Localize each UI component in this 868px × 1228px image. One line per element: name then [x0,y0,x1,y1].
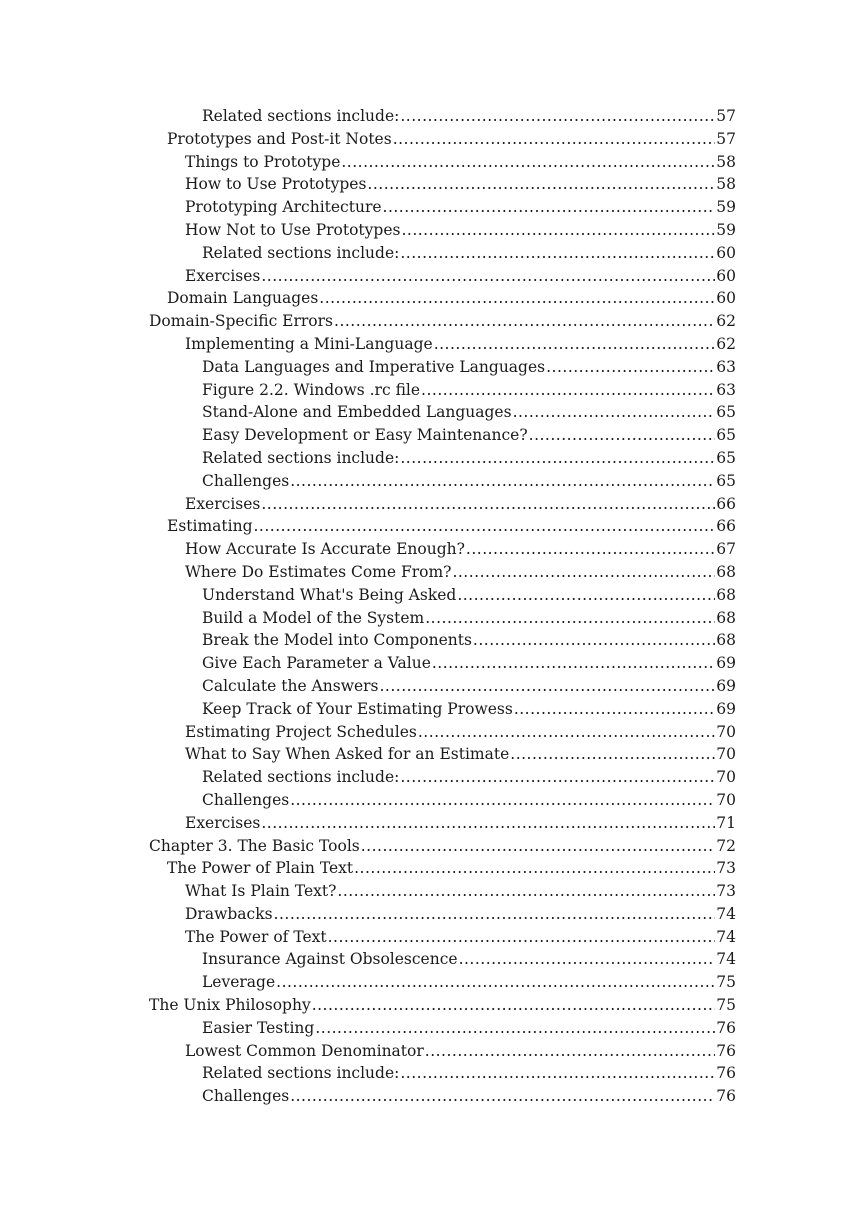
toc-dot-leader [367,173,715,196]
toc-entry-page-number: 73 [716,882,736,901]
toc-entry-line [185,173,736,196]
toc-entry-title: Exercises [185,493,260,516]
toc-entry-page-number: 60 [716,266,736,285]
toc-entry[interactable] [0,379,868,402]
toc-entry-line [202,948,736,971]
toc-entry-page-number: 65 [716,426,736,445]
toc-entry-line [202,401,736,424]
toc-entry[interactable] [0,743,868,766]
toc-entry-page-number: 58 [716,152,736,171]
toc-entry-title: The Power of Text [185,926,327,949]
toc-dot-leader [393,128,716,151]
toc-entry-line [202,607,736,630]
toc-entry-line [185,1040,736,1063]
toc-entry[interactable] [0,652,868,675]
toc-entry[interactable] [0,424,868,447]
toc-dot-leader [513,401,716,424]
toc-entry-page-number: 65 [716,448,736,467]
toc-entry-title: Challenges [202,1085,289,1108]
toc-entry-title: Estimating Project Schedules [185,721,417,744]
toc-entry-line [149,994,736,1017]
toc-entry-page-number: 62 [716,334,736,353]
toc-entry-title: Give Each Parameter a Value [202,652,431,675]
toc-dot-leader [452,561,715,584]
toc-entry-page-number: 58 [716,175,736,194]
toc-entry-page-number: 65 [716,471,736,490]
toc-entry-line [167,515,736,538]
toc-entry-page-number: 68 [716,585,736,604]
toc-entry-title: Domain Languages [167,287,318,310]
toc-entry-title: Related sections include: [202,766,399,789]
toc-dot-leader [276,971,715,994]
toc-entry-page-number: 65 [716,403,736,422]
toc-entry-line [202,584,736,607]
toc-dot-leader [261,493,715,516]
toc-entry[interactable] [0,675,868,698]
toc-entry-title: Prototypes and Post-it Notes [167,128,392,151]
toc-entry-line [202,1085,736,1108]
toc-dot-leader [261,812,715,835]
toc-entry[interactable] [0,607,868,630]
toc-dot-leader [400,105,715,128]
toc-entry[interactable] [0,629,868,652]
toc-entry-title: Easier Testing [202,1017,314,1040]
toc-dot-leader [473,629,715,652]
toc-entry[interactable] [0,538,868,561]
toc-dot-leader [290,470,715,493]
toc-entry-line [185,880,736,903]
toc-entry-page-number: 63 [716,357,736,376]
toc-dot-leader [401,219,715,242]
toc-entry-line [185,538,736,561]
toc-entry-line [149,310,736,333]
toc-entry-page-number: 59 [716,220,736,239]
toc-entry[interactable] [0,948,868,971]
toc-entry-page-number: 75 [716,996,736,1015]
toc-entry-page-number: 62 [716,312,736,331]
toc-entry[interactable] [0,766,868,789]
toc-entry[interactable] [0,265,868,288]
toc-dot-leader [432,652,715,675]
toc-entry[interactable] [0,310,868,333]
toc-entry-line [202,379,736,402]
toc-dot-leader [425,1040,715,1063]
toc-entry-line [185,265,736,288]
toc-entry-title: Related sections include: [202,1062,399,1085]
toc-entry-title: Calculate the Answers [202,675,379,698]
toc-entry[interactable] [0,698,868,721]
toc-entry-title: Figure 2.2. Windows .rc file [202,379,420,402]
toc-dot-leader [457,584,715,607]
toc-entry-title: Related sections include: [202,105,399,128]
toc-entry-page-number: 69 [716,676,736,695]
toc-entry-page-number: 57 [716,129,736,148]
toc-entry-page-number: 74 [716,950,736,969]
toc-dot-leader [421,379,715,402]
toc-entry-page-number: 70 [716,722,736,741]
toc-entry-title: Related sections include: [202,242,399,265]
toc-entry-line [202,470,736,493]
toc-entry-page-number: 69 [716,699,736,718]
toc-entry-line [185,493,736,516]
toc-entry-title: Estimating [167,515,253,538]
toc-entry-line [185,333,736,356]
toc-dot-leader [254,515,716,538]
toc-entry-title: How Accurate Is Accurate Enough? [185,538,465,561]
toc-entry[interactable] [0,857,868,880]
toc-entry-page-number: 66 [716,494,736,513]
toc-entry-title: What to Say When Asked for an Estimate [185,743,509,766]
toc-entry[interactable] [0,493,868,516]
toc-dot-leader [514,698,715,721]
toc-entry[interactable] [0,333,868,356]
toc-entry-page-number: 68 [716,562,736,581]
toc-dot-leader [315,1017,715,1040]
toc-dot-leader [312,994,716,1017]
toc-entry-page-number: 66 [716,517,736,536]
toc-entry-title: Where Do Estimates Come From? [185,561,451,584]
toc-entry-line [202,424,736,447]
toc-dot-leader [400,447,715,470]
toc-dot-leader [400,242,715,265]
toc-entry-line [202,1062,736,1085]
toc-entry[interactable] [0,789,868,812]
toc-entry[interactable] [0,356,868,379]
toc-dot-leader [400,1062,715,1085]
toc-entry[interactable] [0,219,868,242]
toc-dot-leader [261,265,715,288]
toc-dot-leader [290,789,715,812]
toc-entry-title: Prototyping Architecture [185,196,382,219]
toc-dot-leader [380,675,716,698]
toc-entry-line [202,356,736,379]
toc-entry-page-number: 70 [716,745,736,764]
toc-entry-title: Lowest Common Denominator [185,1040,424,1063]
toc-entry-title: Exercises [185,265,260,288]
toc-dot-leader [319,287,715,310]
toc-entry-line [185,721,736,744]
toc-entry-line [202,971,736,994]
toc-entry-title: Insurance Against Obsolescence [202,948,458,971]
toc-entry[interactable] [0,447,868,470]
toc-entry-page-number: 72 [716,836,736,855]
toc-entry-page-number: 60 [716,243,736,262]
toc-entry-line [185,743,736,766]
toc-dot-leader [383,196,716,219]
toc-entry[interactable] [0,173,868,196]
toc-entry-line [202,1017,736,1040]
toc-entry-line [185,561,736,584]
toc-entry-title: Domain-Specific Errors [149,310,333,333]
toc-entry[interactable] [0,287,868,310]
toc-entry-title: The Power of Plain Text [167,857,353,880]
toc-entry-page-number: 68 [716,631,736,650]
toc-entry-title: The Unix Philosophy [149,994,311,1017]
toc-dot-leader [337,880,715,903]
toc-entry[interactable] [0,151,868,174]
toc-entry-page-number: 70 [716,768,736,787]
toc-dot-leader [400,766,715,789]
toc-dot-leader [529,424,716,447]
toc-entry[interactable] [0,812,868,835]
toc-entry[interactable] [0,105,868,128]
toc-dot-leader [341,151,715,174]
toc-entry-page-number: 67 [716,540,736,559]
toc-entry-page-number: 57 [716,107,736,125]
toc-entry-line [202,675,736,698]
toc-dot-leader [334,310,715,333]
toc-entry-page-number: 74 [716,927,736,946]
table-of-contents [0,105,868,1108]
toc-entry-title: Break the Model into Components [202,629,472,652]
toc-entry-page-number: 76 [716,1087,736,1106]
toc-entry[interactable] [0,128,868,151]
toc-entry-title: Exercises [185,812,260,835]
toc-entry[interactable] [0,994,868,1017]
toc-entry[interactable] [0,242,868,265]
toc-entry-title: Leverage [202,971,275,994]
toc-entry[interactable] [0,1040,868,1063]
toc-entry-line [167,287,736,310]
toc-entry-line [185,926,736,949]
toc-entry-line [167,857,736,880]
toc-entry[interactable] [0,835,868,858]
toc-entry-title: What Is Plain Text? [185,880,336,903]
toc-entry-page-number: 73 [716,859,736,878]
toc-entry-line [202,766,736,789]
toc-entry-page-number: 76 [716,1018,736,1037]
toc-entry-page-number: 74 [716,904,736,923]
toc-entry[interactable] [0,1085,868,1108]
toc-entry[interactable] [0,926,868,949]
toc-entry-page-number: 75 [716,973,736,992]
toc-entry[interactable] [0,971,868,994]
toc-entry-line [167,128,736,151]
toc-dot-leader [354,857,715,880]
toc-entry[interactable] [0,401,868,424]
toc-entry-title: Drawbacks [185,903,273,926]
toc-dot-leader [546,356,715,379]
toc-dot-leader [510,743,715,766]
toc-entry-title: Understand What's Being Asked [202,584,456,607]
toc-dot-leader [459,948,716,971]
toc-entry-title: Implementing a Mini-Language [185,333,433,356]
toc-entry[interactable] [0,515,868,538]
toc-entry-line [185,219,736,242]
toc-entry[interactable] [0,903,868,926]
toc-entry[interactable] [0,561,868,584]
toc-entry[interactable] [0,470,868,493]
toc-entry[interactable] [0,1017,868,1040]
toc-entry-page-number: 59 [716,198,736,217]
toc-entry-line [202,242,736,265]
toc-dot-leader [290,1085,715,1108]
toc-entry-line [202,652,736,675]
toc-entry-line [202,789,736,812]
toc-entry-line [185,903,736,926]
toc-dot-leader [361,835,716,858]
toc-dot-leader [434,333,716,356]
toc-entry-line [202,447,736,470]
toc-entry-page-number: 69 [716,654,736,673]
toc-dot-leader [418,721,715,744]
toc-entry-title: Related sections include: [202,447,399,470]
toc-entry-title: Build a Model of the System [202,607,424,630]
toc-entry[interactable] [0,880,868,903]
toc-dot-leader [466,538,715,561]
toc-entry-page-number: 68 [716,608,736,627]
toc-entry-title: Challenges [202,470,289,493]
toc-entry-title: Data Languages and Imperative Languages [202,356,545,379]
toc-entry-title: Keep Track of Your Estimating Prowess [202,698,513,721]
toc-entry-line [202,629,736,652]
toc-entry-page-number: 70 [716,790,736,809]
toc-entry-line [185,196,736,219]
toc-dot-leader [425,607,715,630]
toc-entry-page-number: 63 [716,380,736,399]
toc-entry-page-number: 76 [716,1041,736,1060]
toc-entry-line [202,698,736,721]
toc-entry-line [149,835,736,858]
toc-dot-leader [274,903,716,926]
toc-entry-title: Things to Prototype [185,151,340,174]
toc-entry-title: Chapter 3. The Basic Tools [149,835,360,858]
toc-entry-page-number: 60 [716,289,736,308]
toc-entry-page-number: 76 [716,1064,736,1083]
toc-entry-line [202,105,736,128]
toc-entry-line [185,151,736,174]
toc-entry-title: Challenges [202,789,289,812]
toc-entry[interactable] [0,584,868,607]
toc-entry-page-number: 71 [716,813,736,832]
toc-entry-line [185,812,736,835]
toc-entry-title: How Not to Use Prototypes [185,219,400,242]
toc-entry[interactable] [0,196,868,219]
toc-entry[interactable] [0,1062,868,1085]
toc-entry-title: How to Use Prototypes [185,173,366,196]
toc-entry[interactable] [0,721,868,744]
toc-dot-leader [328,926,716,949]
toc-entry-title: Easy Development or Easy Maintenance? [202,424,528,447]
toc-entry-title: Stand-Alone and Embedded Languages [202,401,512,424]
